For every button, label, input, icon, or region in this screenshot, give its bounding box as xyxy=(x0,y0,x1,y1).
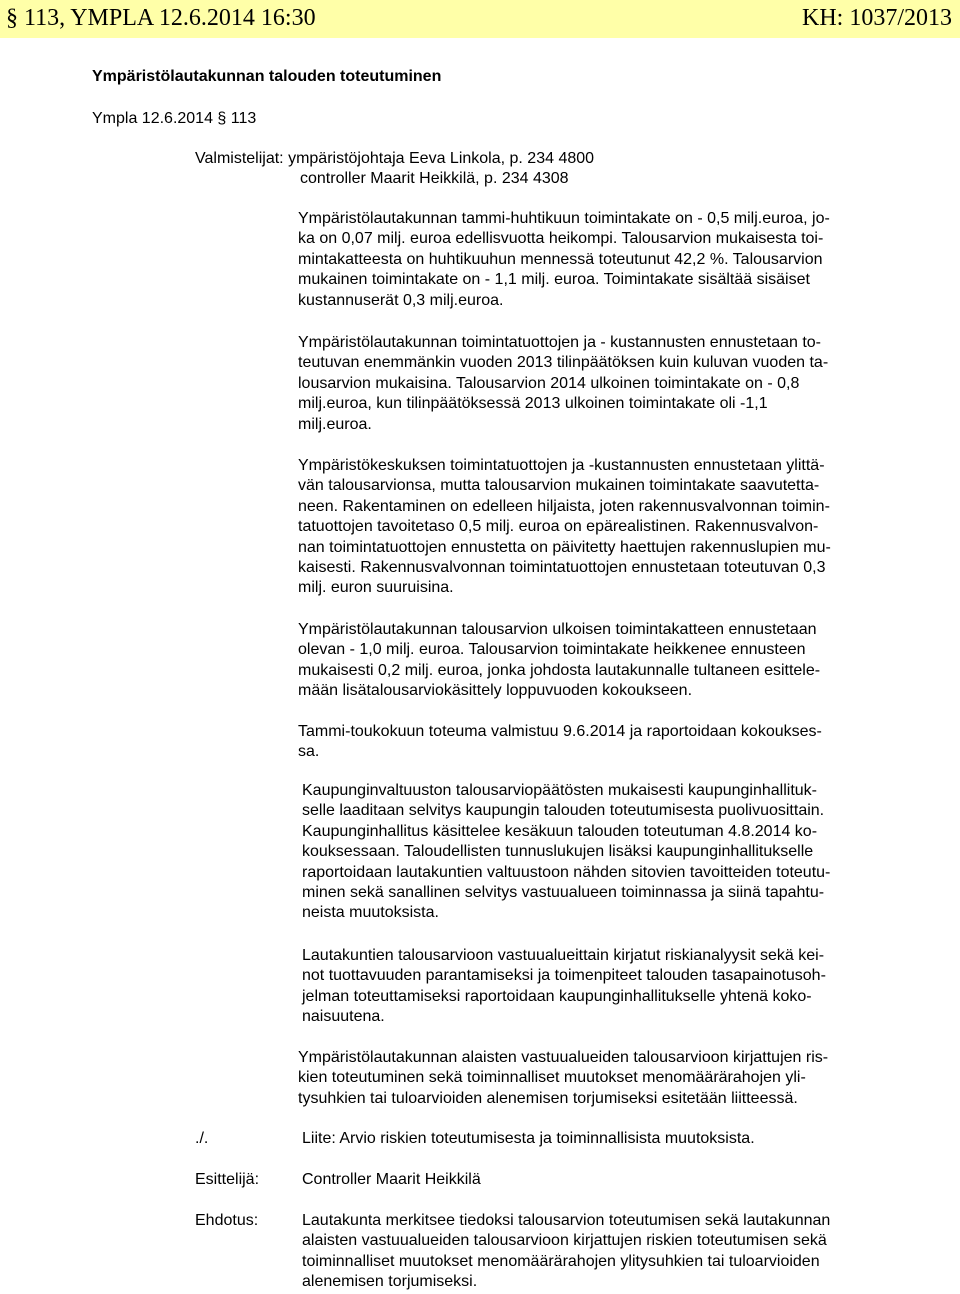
paragraph-line: kien toteutuminen sekä toiminnalliset muutokset menomäärärahojen yli- xyxy=(298,1069,806,1087)
paragraph-line: tatuottojen tavoitetaso 0,5 milj. euroa on epärealistinen. Rakennusvalvon- xyxy=(298,518,819,536)
paragraph-line: selle laaditaan selvitys kaupungin talouden toteutumisesta puolivuosittain. xyxy=(302,802,825,820)
paragraph-line: neista muutoksista. xyxy=(302,904,439,922)
preparers-block xyxy=(195,149,594,189)
paragraph-line: minen sekä sanallinen selvitys vastuualueen toiminnassa ja siinä tapahtu- xyxy=(302,884,825,902)
paragraph-line: Ympäristölautakunnan alaisten vastuualueiden talousarvioon kirjattujen ris- xyxy=(298,1049,829,1066)
paragraph-line: mukaisesti 0,2 milj. euroa, jonka johdosta lautakunnalle tultaneen esittele- xyxy=(298,661,821,679)
paragraph-line: naisuutena. xyxy=(302,1008,385,1026)
document-title: Ympäristölautakunnan talouden toteutuminen xyxy=(92,68,442,85)
paragraph-line: jelman toteuttamiseksi raportoidaan kaupunginhallitukselle yhtenä koko- xyxy=(302,987,812,1005)
paragraph-line: kaisesti. Rakennusvalvonnan toimintatuottojen ennustetaan toteutuvan 0,3 xyxy=(298,559,826,577)
paragraph-line: Lautakuntien talousarvioon vastuualueittain kirjatut riskianalyysit sekä kei- xyxy=(302,947,825,964)
paragraph-line: Ympäristökeskuksen toimintatuottojen ja -kustannusten ennustetaan ylittä- xyxy=(298,457,825,474)
paragraph-ennuste xyxy=(298,333,900,435)
paragraph-line: neen. Rakentaminen on edelleen hiljaista, joten rakennusvalvonnan toimin- xyxy=(298,497,830,515)
presenter-text xyxy=(302,1170,904,1190)
paragraph-line: tysuhkien tai tuloarvioiden alenemisen torjumiseksi esitetään liitteessä. xyxy=(298,1089,798,1107)
paragraph-line: milj. euron suuruisina. xyxy=(298,579,454,597)
paragraph-line: Ympäristölautakunnan talousarvion ulkoisen toimintakatteen ennustetaan xyxy=(298,621,817,638)
paragraph-line: vän talousarvionsa, mutta talousarvion mukainen toimintakate saavutetta- xyxy=(298,477,820,495)
attachment-line: Liite: Arvio riskien toteutumisesta ja toiminnallisista muutoksista. xyxy=(302,1130,755,1147)
paragraph-line: olevan - 1,0 milj. euroa. Talousarvion toimintakate heikkenee ennusteen xyxy=(298,641,806,659)
paragraph-riskianalyysit xyxy=(302,946,904,1028)
paragraph-line: kouksessaan. Taloudellisten tunnuslukujen lisäksi kaupunginhallitukselle xyxy=(302,843,814,861)
attachment-text xyxy=(302,1129,904,1149)
paragraph-line: sa. xyxy=(298,743,320,761)
page-header xyxy=(0,0,960,38)
preparer-line: controller Maarit Heikkilä, p. 234 4308 xyxy=(300,170,569,187)
proposal-text xyxy=(302,1211,904,1293)
proposal-line: Lautakunta merkitsee tiedoksi talousarvion toteutumisen sekä lautakunnan xyxy=(302,1212,831,1229)
proposal-line: toiminnalliset muutokset menomäärärahojen ylitysuhkien tai tuloarvioiden xyxy=(302,1252,820,1270)
paragraph-line: Ympäristölautakunnan toimintatuottojen ja - kustannusten ennustetaan to- xyxy=(298,334,821,351)
paragraph-ymparistokeskus xyxy=(298,456,900,599)
header-section-ref: § 113, YMPLA 12.6.2014 16:30 xyxy=(6,5,316,31)
paragraph-line: not tuottavuuden parantamiseksi ja toimenpiteet talouden tasapainotusoh- xyxy=(302,967,826,985)
paragraph-line: Kaupunginhallitus käsittelee kesäkuun talouden toteutuman 4.8.2014 ko- xyxy=(302,822,818,840)
paragraph-kaupunginvaltuusto xyxy=(302,781,904,924)
paragraph-line: ka on 0,07 milj. euroa edellisvuotta heikompi. Talousarvion mukaisesta toi- xyxy=(298,230,824,248)
paragraph-line: Tammi-toukokuun toteuma valmistuu 9.6.2014 ja raportoidaan kokoukses- xyxy=(298,723,822,740)
paragraph-line: mintakatteesta on huhtikuuhun mennessä toteutunut 42,2 %. Talousarvion xyxy=(298,250,823,268)
paragraph-line: milj.euroa. xyxy=(298,415,372,433)
paragraph-line: nan toimintatuottojen ennustetta on päivitetty haettujen rakennuslupien mu- xyxy=(298,538,831,556)
proposal-line: alenemisen torjumiseksi. xyxy=(302,1273,478,1291)
presenter-line: Controller Maarit Heikkilä xyxy=(302,1171,481,1188)
proposal-label: Ehdotus: xyxy=(195,1212,259,1229)
paragraph-line: Kaupunginvaltuuston talousarviopäätösten mukaisesti kaupunginhallituk- xyxy=(302,782,817,799)
paragraph-tammi-huhtikuu xyxy=(298,209,900,311)
paragraph-liite-viittaus xyxy=(298,1048,900,1109)
paragraph-line: milj.euroa, kun tilinpäätöksessä 2013 ulkoinen toimintakate oli -1,1 xyxy=(298,395,768,413)
paragraph-line: kustannuserät 0,3 milj.euroa. xyxy=(298,291,504,309)
meeting-reference: Ympla 12.6.2014 § 113 xyxy=(92,110,257,127)
paragraph-line: teutuvan enemmänkin vuoden 2013 tilinpäätöksen kuin kuluvan vuoden ta- xyxy=(298,354,829,372)
paragraph-line: lousarvion mukaisina. Talousarvion 2014 ulkoinen toimintakate on - 0,8 xyxy=(298,374,800,392)
paragraph-line: Ympäristölautakunnan tammi-huhtikuun toimintakate on - 0,5 milj.euroa, jo- xyxy=(298,210,830,227)
paragraph-toteuma xyxy=(298,722,900,763)
paragraph-line: raportoidaan lautakuntien valtuustoon nähden sitovien tavoitteiden toteutu- xyxy=(302,863,831,881)
preparer-line: Valmistelijat: ympäristöjohtaja Eeva Linkola, p. 234 4800 xyxy=(195,150,595,167)
presenter-label: Esittelijä: xyxy=(195,1171,260,1188)
paragraph-line: mukainen toimintakate on - 1,1 milj. euroa. Toimintakate sisältää sisäiset xyxy=(298,271,810,289)
attachment-marker: ./. xyxy=(195,1130,209,1147)
paragraph-line: mään lisätalousarviokäsittely loppuvuoden kokoukseen. xyxy=(298,682,693,700)
paragraph-ulkoinen-toimintakate xyxy=(298,620,900,702)
header-case-number: KH: 1037/2013 xyxy=(802,5,952,31)
proposal-line: alaisten vastuualueiden talousarvioon kirjattujen riskien toteutumisen sekä xyxy=(302,1232,827,1250)
